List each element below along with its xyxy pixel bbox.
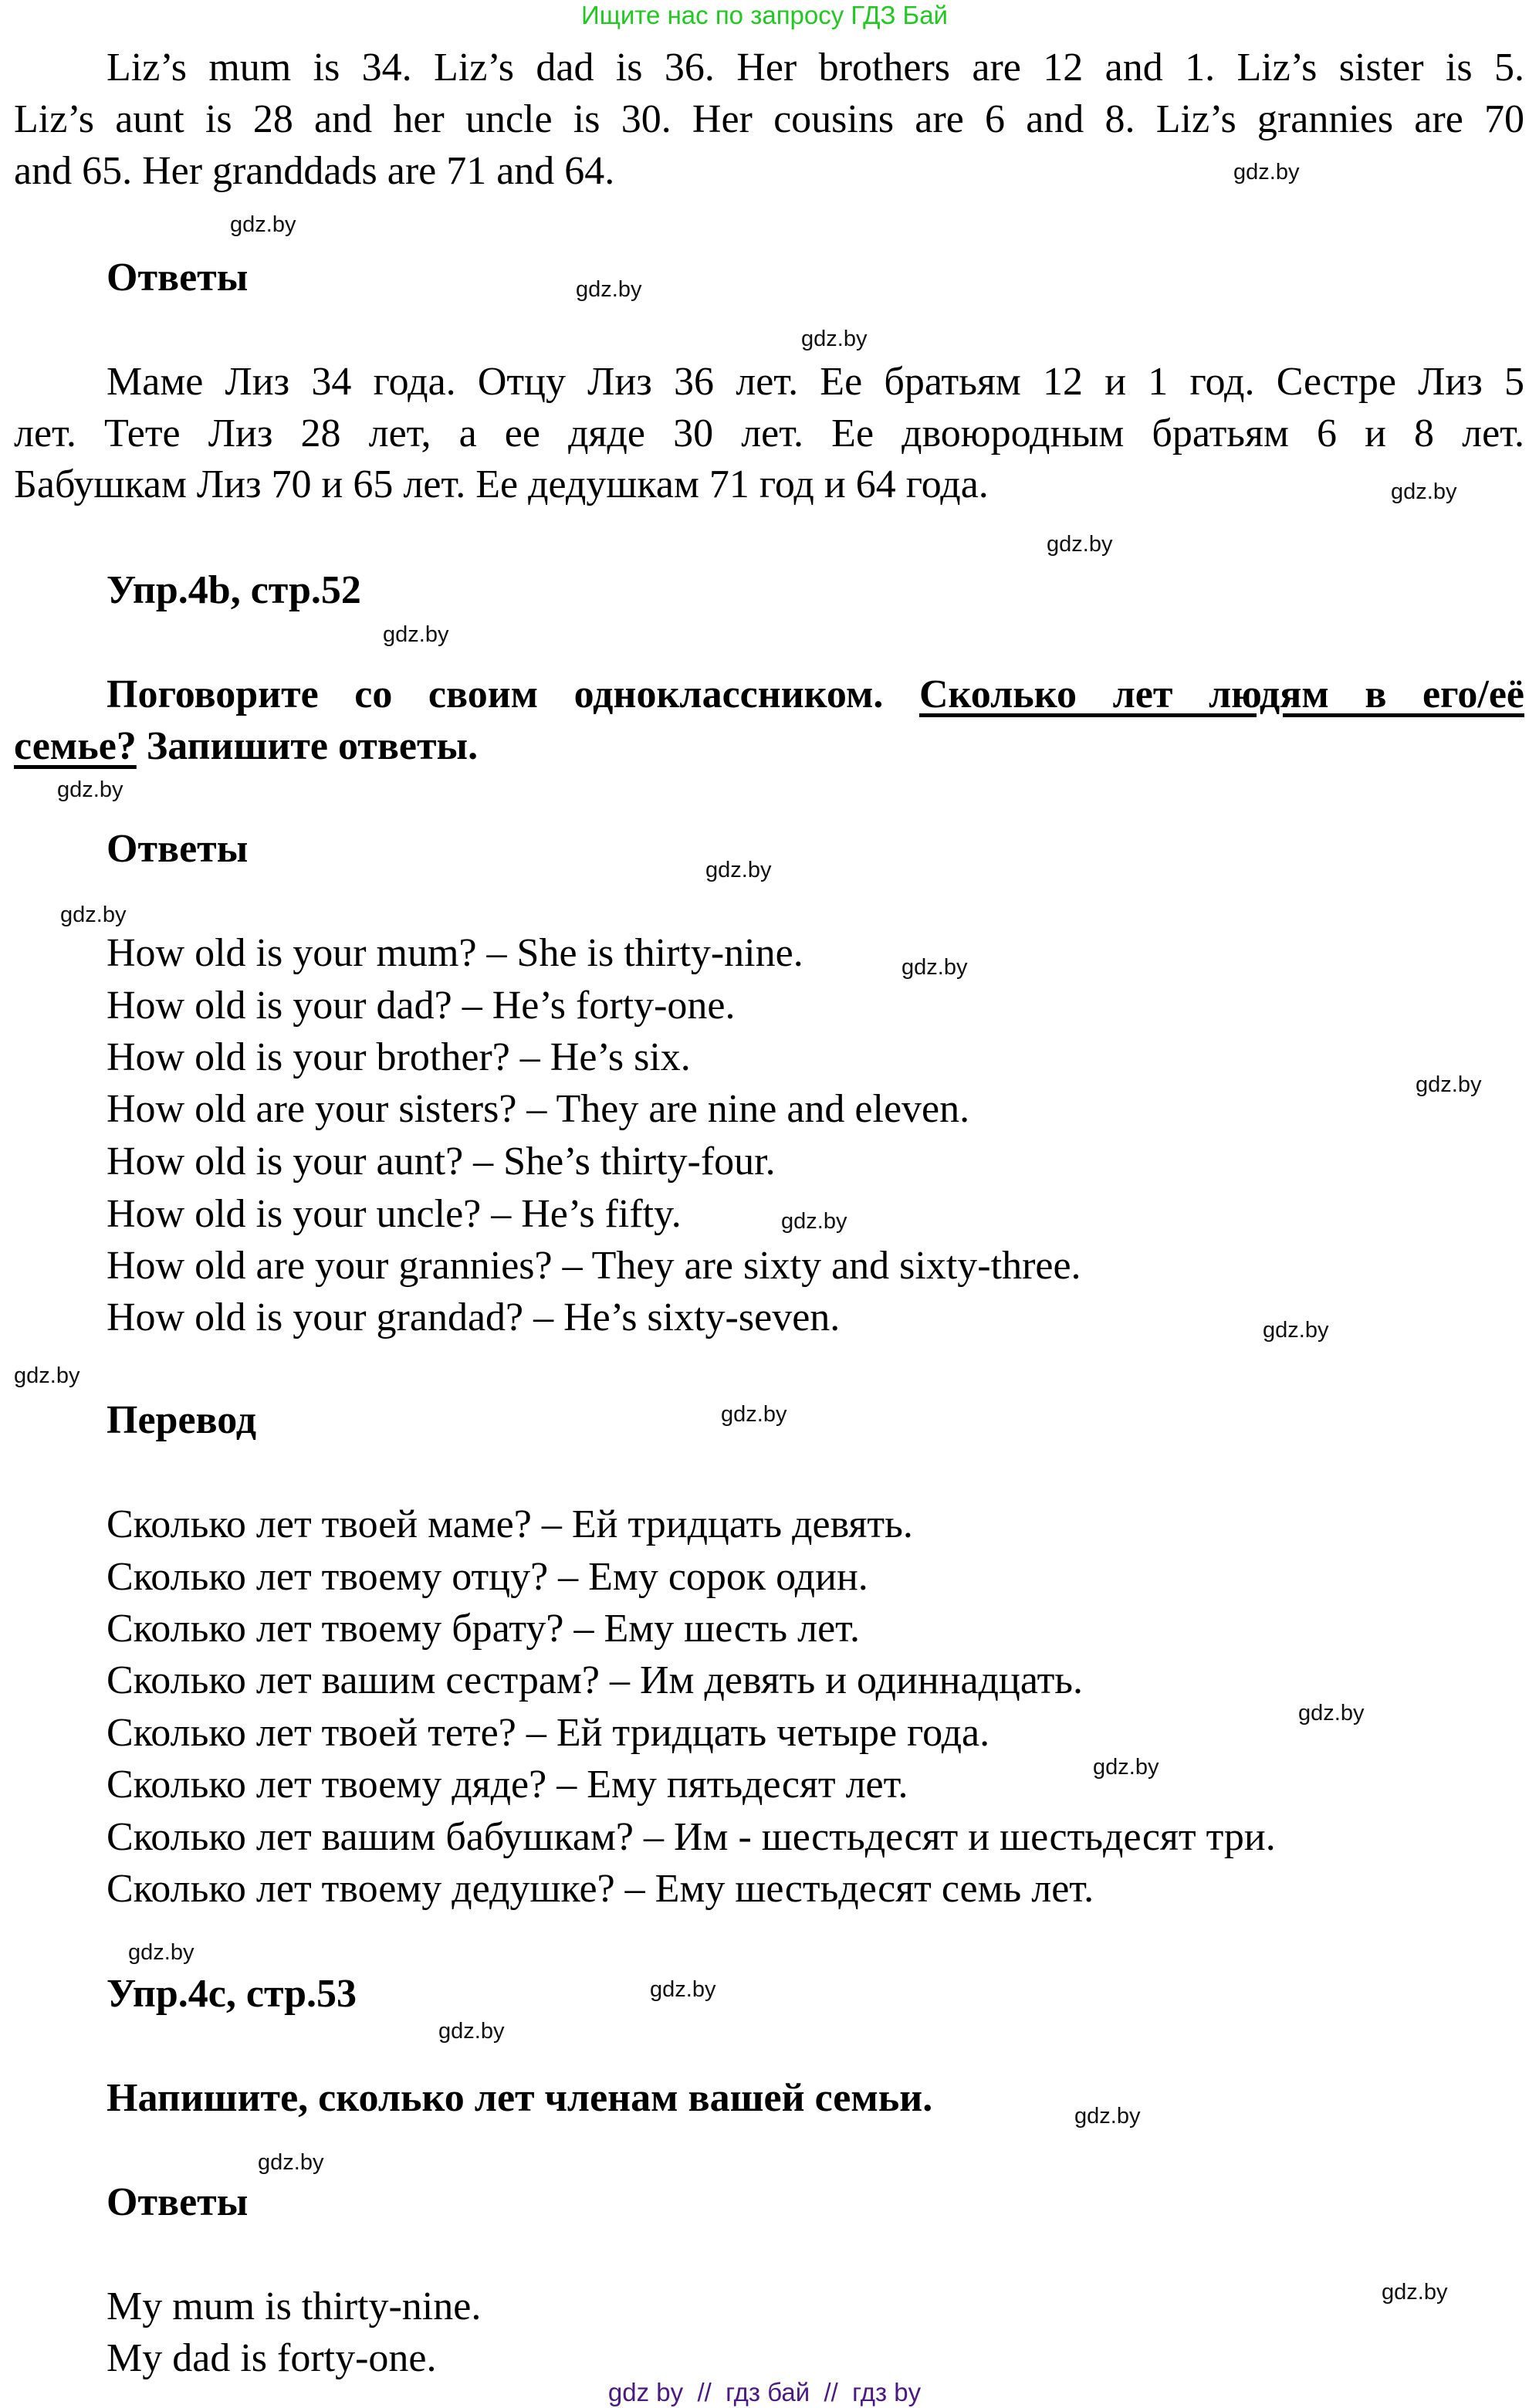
translation-item: Сколько лет твоему брату? – Ему шесть лет. — [107, 1607, 860, 1651]
translation-item: Сколько лет вашим сестрам? – Им девять и одиннадцать. — [107, 1658, 1084, 1702]
watermark: gdz.by — [1047, 532, 1113, 557]
exercise-4b-instruction-line-1 — [107, 672, 1524, 718]
exercise-4c-answers-heading: Ответы — [107, 2180, 249, 2224]
watermark: gdz.by — [1391, 479, 1457, 504]
answer-item: How old are your sisters? – They are nine and eleven. — [107, 1087, 970, 1131]
answer-item: My dad is forty-one. — [107, 2336, 437, 2380]
footer-links: gdz by // гдз бай // гдз by — [607, 2378, 922, 2406]
watermark: gdz.by — [60, 903, 127, 927]
watermark: gdz.by — [230, 212, 296, 237]
exercise-4b-title: Упр.4b, стр.52 — [107, 568, 361, 612]
answer-item: How old are your grannies? – They are sixty and sixty-three. — [107, 1244, 1081, 1288]
translation-item: Сколько лет вашим бабушкам? – Им - шестьдесят и шестьдесят три. — [107, 1815, 1276, 1859]
intro-line-2: Liz’s aunt is 28 and her uncle is 30. Her cousins are 6 and 8. Liz’s grannies are 70 — [14, 97, 1524, 141]
translation-item: Сколько лет твоему отцу? – Ему сорок один. — [107, 1555, 868, 1599]
exercise-4c-title: Упр.4c, стр.53 — [107, 1972, 357, 2016]
answer-item: My mum is thirty-nine. — [107, 2284, 482, 2328]
watermark: gdz.by — [1233, 160, 1300, 185]
answer-item: How old is your mum? – She is thirty-nine. — [107, 931, 803, 975]
instruction-question: Сколько лет людям в его/её — [918, 672, 1524, 716]
watermark: gdz.by — [781, 1209, 847, 1234]
watermark: gdz.by — [128, 1940, 195, 1965]
watermark: gdz.by — [1382, 2280, 1448, 2305]
instruction-plain: Поговорите со своим одноклассником. — [107, 672, 919, 716]
instruction-write: Запишите ответы. — [136, 724, 479, 768]
watermark: gdz.by — [57, 777, 123, 802]
watermark: gdz.by — [258, 2150, 324, 2175]
watermark: gdz.by — [705, 858, 772, 882]
translation-line-3: Бабушкам Лиз 70 и 65 лет. Ее дедушкам 71 год и 64 года. — [14, 462, 989, 506]
exercise-4c-instruction: Напишите, сколько лет членам вашей семьи. — [107, 2076, 933, 2120]
exercise-4b-instruction-line-2 — [14, 723, 1524, 770]
answer-item: How old is your brother? – He’s six. — [107, 1035, 691, 1079]
watermark: gdz.by — [902, 955, 968, 980]
answer-item: How old is your aunt? – She’s thirty-four. — [107, 1140, 776, 1184]
watermark: gdz.by — [14, 1363, 80, 1388]
instruction-question-end: семье? — [14, 724, 137, 768]
watermark: gdz.by — [1263, 1318, 1329, 1343]
answer-item: How old is your uncle? – He’s fifty. — [107, 1192, 682, 1236]
answer-item: How old is your dad? – He’s forty-one. — [107, 984, 736, 1028]
search-banner: Ищите нас по запросу ГДЗ Бай — [581, 1, 948, 29]
answers-heading-1: Ответы — [107, 256, 249, 300]
exercise-4b-translation-heading: Перевод — [107, 1398, 257, 1442]
watermark: gdz.by — [438, 2019, 505, 2044]
exercise-4b-answers-heading: Ответы — [107, 827, 249, 871]
watermark: gdz.by — [1074, 2104, 1141, 2129]
watermark: gdz.by — [1416, 1072, 1482, 1097]
watermark: gdz.by — [383, 622, 449, 647]
watermark: gdz.by — [1093, 1755, 1159, 1780]
watermark: gdz.by — [801, 327, 868, 351]
answer-item: How old is your grandad? – He’s sixty-seven. — [107, 1295, 841, 1339]
translation-item: Сколько лет твоей тете? – Ей тридцать четыре года. — [107, 1711, 990, 1755]
translation-item: Сколько лет твоему дедушке? – Ему шестьдесят семь лет. — [107, 1867, 1094, 1911]
intro-line-1: Liz’s mum is 34. Liz’s dad is 36. Her brothers are 12 and 1. Liz’s sister is 5. — [107, 46, 1524, 90]
translation-line-1: Маме Лиз 34 года. Отцу Лиз 36 лет. Ее братьям 12 и 1 год. Сестре Лиз 5 — [107, 360, 1524, 404]
watermark: gdz.by — [650, 1977, 716, 2002]
translation-line-2: лет. Тете Лиз 28 лет, а ее дяде 30 лет. Ее двоюродным братьям 6 и 8 лет. — [14, 411, 1524, 456]
watermark: gdz.by — [576, 277, 642, 302]
translation-item: Сколько лет твоему дяде? – Ему пятьдесят лет. — [107, 1763, 908, 1807]
intro-line-3: and 65. Her granddads are 71 and 64. — [14, 149, 615, 193]
translation-item: Сколько лет твоей маме? – Ей тридцать девять. — [107, 1502, 913, 1546]
watermark: gdz.by — [721, 1402, 787, 1427]
watermark: gdz.by — [1298, 1701, 1365, 1726]
